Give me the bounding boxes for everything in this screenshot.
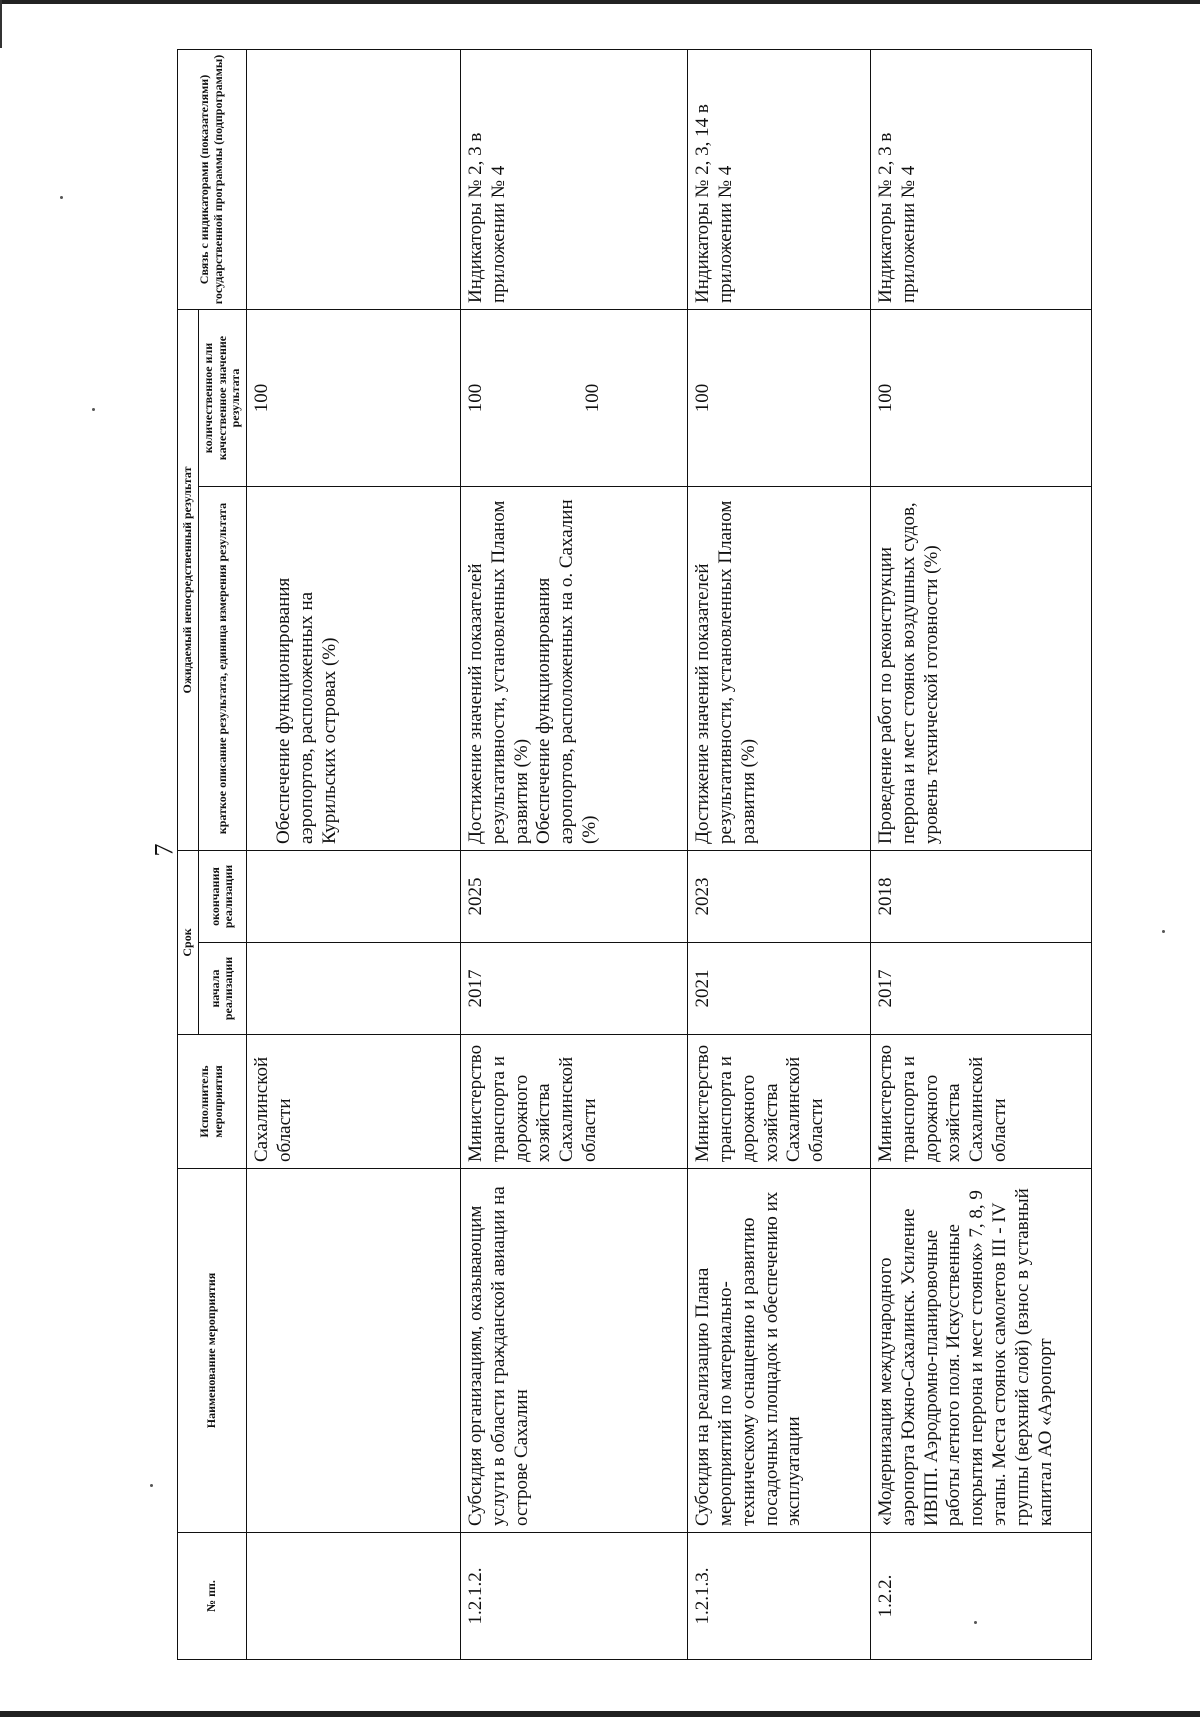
row-result-desc-1: Достижение значений показателей результативности, установленных Планом развития (%) xyxy=(692,500,759,844)
row-result-value xyxy=(688,309,871,486)
measures-table xyxy=(177,49,1092,1660)
row-end: 2023 xyxy=(688,850,871,942)
row-end: 2018 xyxy=(870,850,1091,942)
header-term: Срок xyxy=(178,850,199,1034)
row-end xyxy=(247,850,461,942)
header-row-1 xyxy=(178,49,199,1659)
header-link: Связь с индикаторами (показателями) государственной программы (подпрограммы) xyxy=(178,49,247,309)
row-name: Субсидия на реализацию Плана мероприятий по материально-техническому оснащению и развитию посадочных площадок и обеспечению их эксплуатации xyxy=(688,1169,871,1533)
scan-edge-bottom xyxy=(0,1711,1200,1717)
header-term-end: окончания реализации xyxy=(198,850,246,942)
row-result-desc xyxy=(247,486,461,850)
row-result-value-1: 100 xyxy=(874,383,896,413)
rotated-table-container xyxy=(177,50,1092,1660)
scan-speck xyxy=(1162,930,1165,933)
row-start xyxy=(247,943,461,1035)
scan-speck xyxy=(92,408,95,411)
row-result-value-1: 100 xyxy=(251,383,273,413)
row-executor: Министерство транспорта и дорожного хозяйства Сахалинской области xyxy=(688,1035,871,1169)
header-expected: Ожидаемый непосредственный результат xyxy=(178,309,199,850)
row-num: 1.2.2. xyxy=(870,1533,1091,1660)
table-row xyxy=(460,49,687,1659)
row-executor: Сахалинской области xyxy=(247,1035,461,1169)
row-result-desc-1: Достижение значений показателей результативности, установленных Планом развития (%) xyxy=(464,500,532,844)
row-start: 2021 xyxy=(688,943,871,1035)
row-result-desc-1: Проведение работ по реконструкции перрона и мест стоянок воздушных судов, уровень технической готовности (%) xyxy=(874,502,942,844)
row-num xyxy=(247,1533,461,1660)
row-name xyxy=(247,1169,461,1533)
row-result-desc xyxy=(870,486,1091,850)
row-result-value-1: 100 xyxy=(692,383,714,413)
row-num: 1.2.1.3. xyxy=(688,1533,871,1660)
scan-edge-left xyxy=(0,0,2,48)
row-name: Субсидия организациям, оказывающим услуги в области гражданской авиации на острове Сахалин xyxy=(460,1169,687,1533)
row-result-desc xyxy=(460,486,687,850)
row-link: Индикаторы № 2, 3, 14 в приложении № 4 xyxy=(688,49,871,309)
row-executor: Министерство транспорта и дорожного хозяйства Сахалинской области xyxy=(460,1035,687,1169)
scan-speck xyxy=(150,1484,153,1487)
row-result-value xyxy=(460,309,687,486)
row-result-value xyxy=(870,309,1091,486)
scan-speck xyxy=(60,196,63,199)
row-start: 2017 xyxy=(870,943,1091,1035)
row-result-desc xyxy=(688,486,871,850)
scan-edge-top xyxy=(0,0,1200,4)
header-expected-value: количественное или качественное значение результата xyxy=(198,309,246,486)
row-link: Индикаторы № 2, 3 в приложении № 4 xyxy=(460,49,687,309)
row-link xyxy=(247,49,461,309)
page-number: 7 xyxy=(149,843,179,857)
row-link: Индикаторы № 2, 3 в приложении № 4 xyxy=(870,49,1091,309)
table-row xyxy=(870,49,1091,1659)
row-result-value xyxy=(247,309,461,486)
header-expected-desc: краткое описание результата, единица измерения результата xyxy=(198,486,246,850)
row-name: «Модернизация международного аэропорта Южно-Сахалинск. Усиление ИВПП. Аэродромно-планировочные работы летного поля. Искусственные покрытия перрона и мест стоянок» 7, 8, 9 этапы. Места стоянок самолетов III - IV группы (верхний слой) (взнос в уставный капитал АО «Аэропорт xyxy=(870,1169,1091,1533)
row-result-desc-1: Обеспечение функционирования аэропортов, расположенных на Курильских островах (%) xyxy=(273,577,340,844)
header-term-start: начала реализации xyxy=(198,943,246,1035)
row-num: 1.2.1.2. xyxy=(460,1533,687,1660)
row-executor: Министерство транспорта и дорожного хозяйства Сахалинской области xyxy=(870,1035,1091,1169)
table-row xyxy=(247,49,461,1659)
row-result-value-2: 100 xyxy=(581,383,603,413)
row-result-desc-2: Обеспечение функционирования аэропортов, расположенных на о. Сахалин (%) xyxy=(533,499,600,844)
row-end: 2025 xyxy=(460,850,687,942)
row-start: 2017 xyxy=(460,943,687,1035)
table-row xyxy=(688,49,871,1659)
header-num: № пп. xyxy=(178,1533,247,1660)
row-result-value-1: 100 xyxy=(464,383,486,413)
header-executor: Исполнитель мероприятия xyxy=(178,1035,247,1169)
header-name: Наименование мероприятия xyxy=(178,1169,247,1533)
